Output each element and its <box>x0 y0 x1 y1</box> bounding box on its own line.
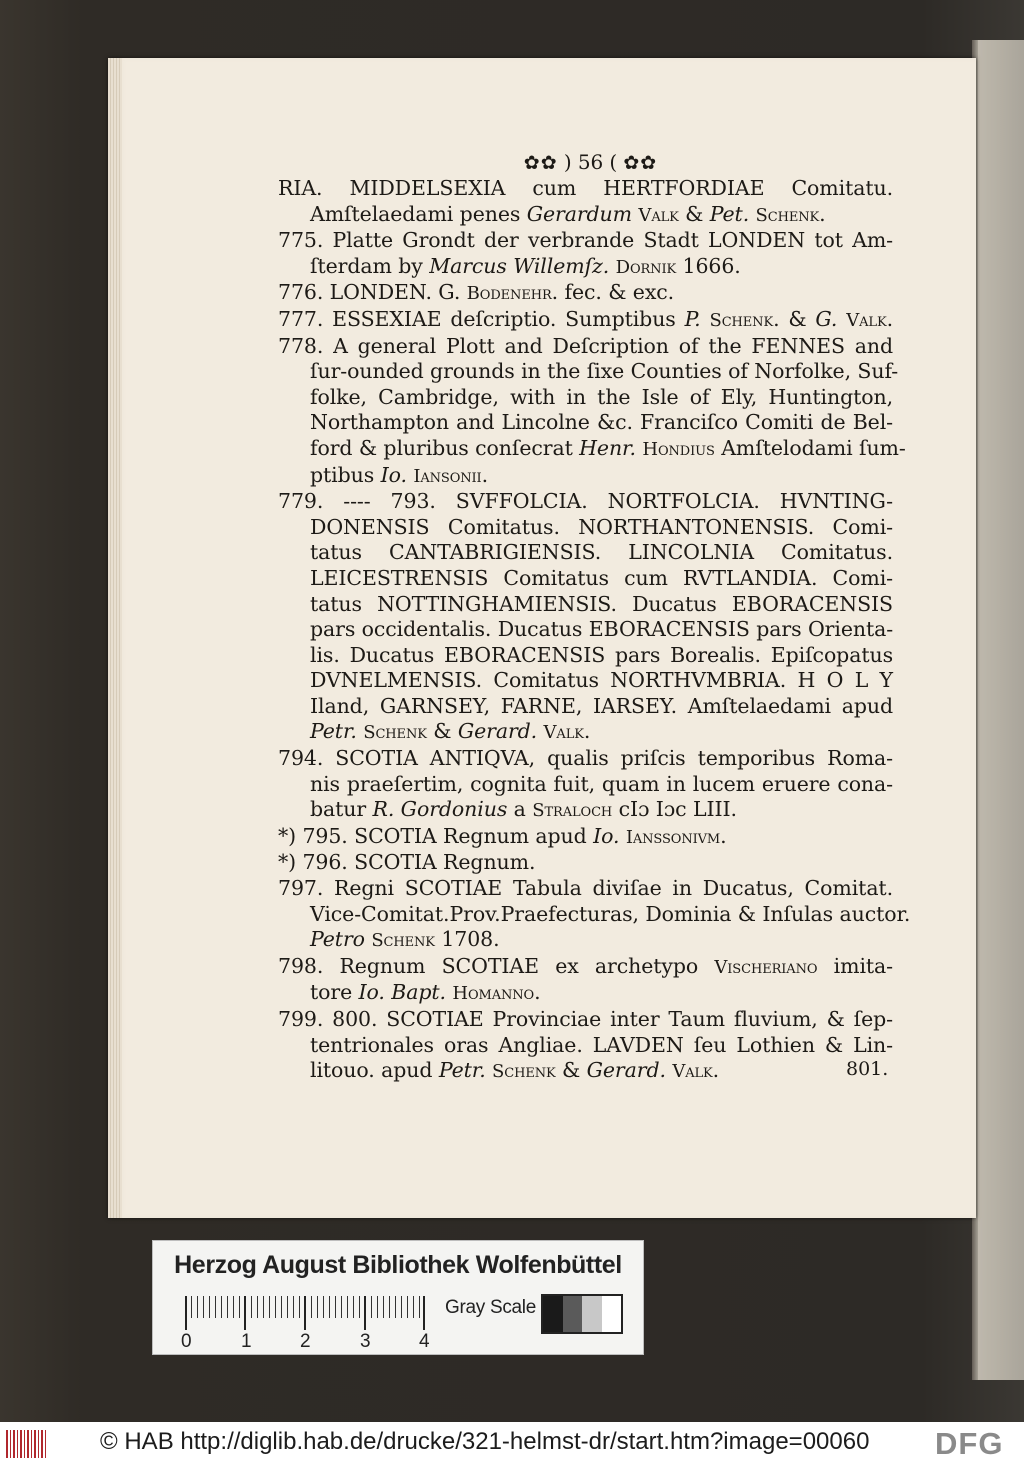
page-text <box>278 150 911 1085</box>
entry-line: 799. 800. SCOTIAE Provinciae inter Taum fluvium, & ſep- <box>278 1007 893 1031</box>
catchword: 801. <box>846 1058 889 1080</box>
entry-line: tentrionales oras Angliae. LAVDEN ſeu Lothien & Lin- <box>310 1032 893 1057</box>
entry-line: nis praeſertim, cognita fuit, quam in lucem eruere cona- <box>310 771 893 796</box>
ruler-label-0: 0 <box>181 1331 192 1352</box>
running-head <box>288 150 893 176</box>
entry-line: Petro Schenk 1708. <box>310 927 500 952</box>
color-scale-target <box>152 1240 644 1355</box>
entry-line: 778. A general Plott and Deſcription of the FENNES and <box>278 333 893 358</box>
adjacent-page-edge <box>972 40 1024 1380</box>
entry-line: ptibus Io. Iansonii. <box>310 462 489 487</box>
swatch-black <box>543 1296 563 1332</box>
dfg-logo: DFG <box>935 1426 1004 1461</box>
ruler-scale <box>185 1296 425 1318</box>
entry-line: tore Io. Bapt. Homanno. <box>310 980 541 1005</box>
gray-scale-swatches <box>541 1294 623 1334</box>
copyright-url[interactable]: © HAB http://diglib.hab.de/drucke/321-helmst-dr/start.htm?image=00060 <box>100 1428 870 1455</box>
entry-line: lis. Ducatus EBORACENSIS pars Borealis. Epiſcopatus <box>310 642 893 667</box>
swatch-white <box>602 1296 622 1332</box>
entry-line: Iland, GARNSEY, FARNE, IARSEY. Amſtelaedami apud <box>310 693 893 718</box>
page-number: ) 56 ( <box>563 150 618 174</box>
entry-line: Petr. Schenk & Gerard. Valk. <box>310 719 591 744</box>
entry-line: ford & pluribus conſecrat Henr. Hondius Amſtelodami ſum- <box>310 435 906 460</box>
ornament-left: ✿✿ <box>523 152 558 174</box>
entry-line: Amſtelaedami penes Gerardum Valk & Pet. Schenk. <box>310 201 826 226</box>
entry-line: 779. ---- 793. SVFFOLCIA. NORTFOLCIA. HVNTING- <box>278 489 893 514</box>
entry-line: tatus CANTABRIGIENSIS. LINCOLNIA Comitatus. <box>310 540 893 565</box>
entry-line: ſur-ounded grounds in the ſixe Counties of Norfolke, Suf- <box>310 359 899 384</box>
entry-line: 775. Platte Grondt der verbrande Stadt LONDEN tot Am- <box>278 228 893 253</box>
entry-line: pars occidentalis. Ducatus EBORACENSIS pars Orienta- <box>310 617 894 642</box>
entry-line: *) 796. SCOTIA Regnum. <box>278 850 536 875</box>
entry-line: tatus NOTTINGHAMIENSIS. Ducatus EBORACENSIS <box>310 591 893 616</box>
entry-line: folke, Cambridge, with in the Isle of Ely, Huntington, <box>310 384 893 409</box>
ruler-label-3: 3 <box>360 1331 371 1352</box>
ornament-right: ✿✿ <box>623 152 658 174</box>
entry-line: Northampton and Lincolne &c. Franciſco Comiti de Bel- <box>310 410 893 435</box>
entry-line: LEICESTRENSIS Comitatus cum RVTLANDIA. Comi- <box>310 565 893 590</box>
swatch-dark-gray <box>563 1296 583 1332</box>
hab-barcode-icon <box>6 1430 48 1458</box>
footer-bar <box>0 1422 1024 1465</box>
entry-line: DVNELMENSIS. Comitatus NORTHVMBRIA. H O L Y <box>310 668 893 693</box>
entry-line: Vice-Comitat.Prov.Praefecturas, Dominia & Inſulas auctor. <box>310 901 911 926</box>
ruler-label-2: 2 <box>300 1331 311 1352</box>
ruler-label-4: 4 <box>419 1331 430 1352</box>
entry-line: batur R. Gordonius a Straloch cIɔ Iɔc LIII. <box>310 797 737 822</box>
entry-line: RIA. MIDDELSEXIA cum HERTFORDIAE Comitatu. <box>278 176 893 200</box>
entry-line: ſterdam by Marcus Willemſz. Dornik 1666. <box>310 253 741 278</box>
entry-line: DONENSIS Comitatus. NORTHANTONENSIS. Comi- <box>310 514 893 539</box>
ruler-label-1: 1 <box>241 1331 252 1352</box>
entry-line: litouo. apud Petr. Schenk & Gerard. Valk. <box>310 1058 720 1083</box>
swatch-light-gray <box>582 1296 602 1332</box>
entry-line: 777. ESSEXIAE deſcriptio. Sumptibus P. Schenk. & G. Valk. <box>278 306 894 331</box>
gray-scale-label: Gray Scale <box>445 1297 536 1318</box>
page-stack-edge <box>108 58 122 1218</box>
entry-line: 794. SCOTIA ANTIQVA, qualis priſcis temporibus Roma- <box>278 746 893 771</box>
entry-line: 798. Regnum SCOTIAE ex archetypo Vischeriano imita- <box>278 953 893 978</box>
catalog-entries <box>278 176 911 1085</box>
entry-line: 776. LONDEN. G. Bodenehr. fec. & exc. <box>278 280 675 305</box>
entry-line: 797. Regni SCOTIAE Tabula diviſae in Ducatus, Comitat. <box>278 876 893 901</box>
entry-line: *) 795. SCOTIA Regnum apud Io. Ianssonivm. <box>278 823 727 848</box>
library-name: Herzog August Bibliothek Wolfenbüttel <box>174 1251 622 1279</box>
